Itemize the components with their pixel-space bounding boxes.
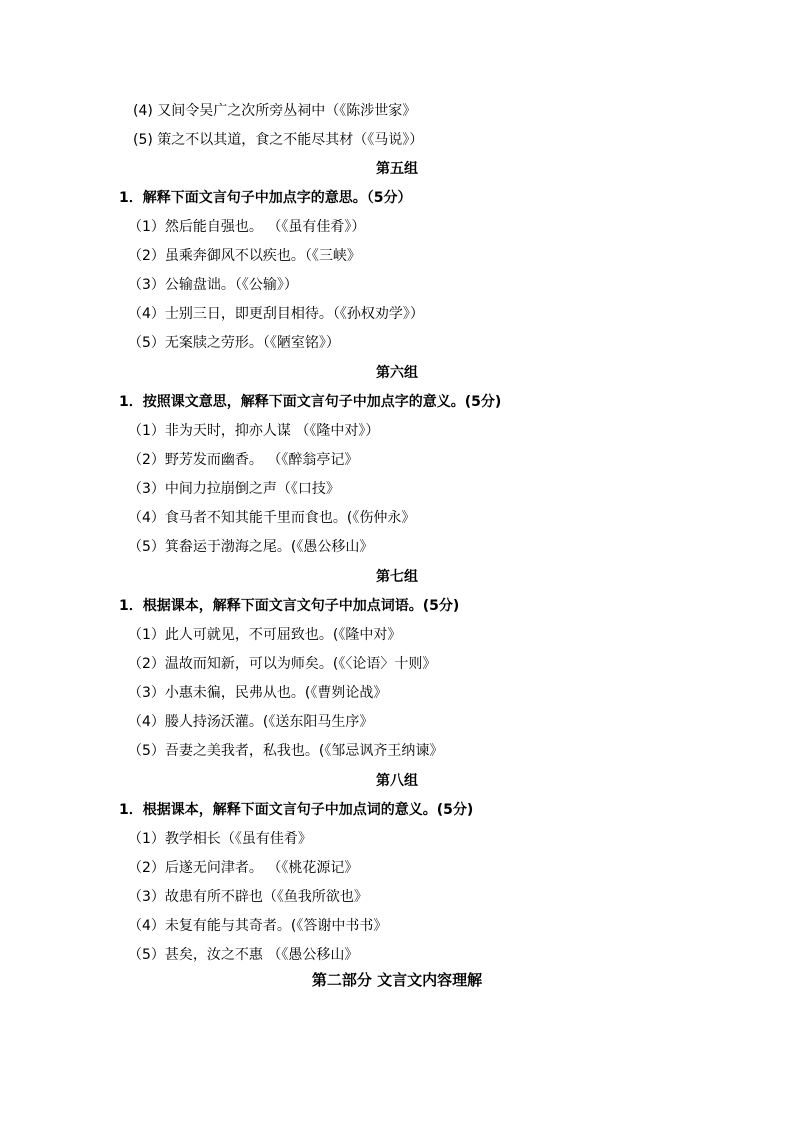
list-item: （5）吾妻之美我者，私我也。(《邹忌讽齐王纳谏》 [128, 743, 444, 759]
list-item: （5）箕畚运于渤海之尾。(《愚公移山》 [128, 539, 374, 555]
list-item: （1）教学相长（《虽有佳肴》 [128, 831, 312, 847]
question-text: 1．根据课本，解释下面文言文句子中加点词语。(5分) [119, 598, 460, 614]
part-heading: 第二部分 文言文内容理解 [311, 971, 483, 989]
list-item: （3）公输盘诎。（《公输》） [128, 277, 298, 293]
group-title: 第八组 [376, 773, 418, 789]
list-item: （5）无案牍之劳形。（《陋室铭》） [128, 335, 340, 351]
list-item: （5）甚矣，汝之不惠 （《愚公移山》 [128, 947, 359, 963]
list-item: （4）士别三日，即更刮目相待。（《孙权劝学》） [128, 306, 424, 322]
list-item: （3）中间力拉崩倒之声（《口技》 [128, 481, 340, 497]
list-item: (4) 又间令吴广之次所旁丛祠中（《陈涉世家》 [133, 103, 417, 119]
list-item: （1）此人可就见，不可屈致也。(《隆中对》 [128, 627, 402, 643]
list-item: （3）故患有所不辟也（《鱼我所欲也》 [128, 889, 368, 905]
question-text: 1．根据课本，解释下面文言句子中加点词的意义。(5分) [119, 802, 474, 818]
list-item: (5) 策之不以其道，食之不能尽其材（《马说》） [133, 132, 424, 148]
list-item: （1）然后能自强也。 （《虽有佳肴》） [128, 219, 366, 235]
list-item: （2）后遂无问津者。 （《桃花源记》 [128, 860, 359, 876]
question-text: 1．按照课文意思，解释下面文言句子中加点字的意义。(5分) [119, 394, 502, 410]
list-item: （3）小惠未徧，民弗从也。(《曹刿论战》 [128, 685, 388, 701]
list-item: （2）虽乘奔御风不以疾也。（《三峡》 [128, 248, 361, 264]
group-title: 第五组 [376, 161, 418, 177]
list-item: （2）野芳发而幽香。 （《醉翁亭记》 [128, 452, 359, 468]
question-text: 1．解释下面文言句子中加点字的意思。（5分） [119, 190, 412, 206]
list-item: （2）温故而知新，可以为师矣。(《〈论语〉十则》 [128, 656, 437, 672]
group-title: 第六组 [376, 365, 418, 381]
group-title: 第七组 [376, 569, 418, 585]
list-item: （1）非为天时，抑亦人谋 （《隆中对》） [128, 423, 380, 439]
list-item: （4）食马者不知其能千里而食也。(《伤仲永》 [128, 510, 416, 526]
list-item: （4）未复有能与其奇者。(《答谢中书书》 [128, 918, 388, 934]
list-item: （4）媵人持汤沃灌。(《送东阳马生序》 [128, 714, 374, 730]
